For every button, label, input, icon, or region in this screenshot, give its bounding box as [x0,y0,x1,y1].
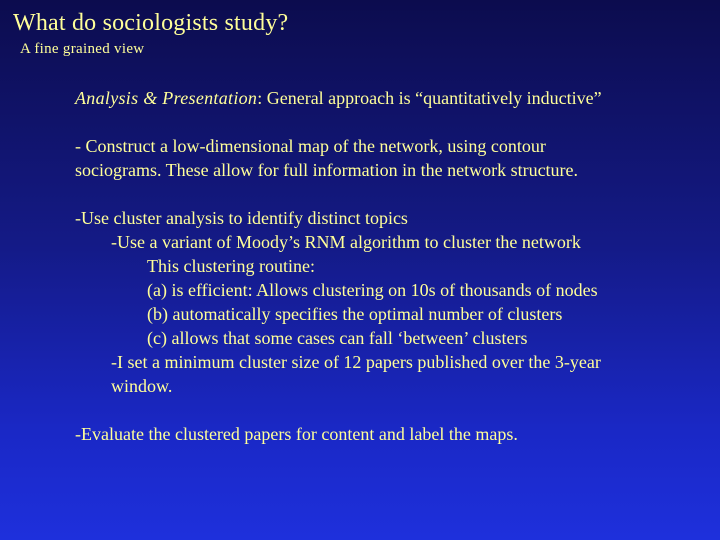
slide-title: What do sociologists study? [13,10,289,36]
min-size-bullet-line-1: -I set a minimum cluster size of 12 papers published over the 3-year [111,352,601,372]
map-bullet-line-2: sociograms. These allow for full information in the network structure. [75,160,579,180]
map-bullet-line-1: - Construct a low-dimensional map of the network, using contour [75,136,546,156]
rnm-bullet: -Use a variant of Moody’s RNM algorithm to cluster the network [111,232,581,252]
analysis-term: Analysis & Presentation [75,88,258,108]
evaluate-bullet: -Evaluate the clustered papers for content and label the maps. [75,424,518,444]
routine-label: This clustering routine: [147,256,315,276]
routine-item-a: (a) is efficient: Allows clustering on 10s of thousands of nodes [147,280,598,300]
slide-subtitle: A fine grained view [20,41,145,57]
routine-item-c: (c) allows that some cases can fall ‘between’ clusters [147,328,528,348]
analysis-line [75,86,602,110]
min-size-bullet-line-2: window. [111,376,173,396]
cluster-heading: -Use cluster analysis to identify distinct topics [75,208,408,228]
analysis-description: : General approach is “quantitatively inductive” [257,88,602,108]
routine-item-b: (b) automatically specifies the optimal number of clusters [147,304,563,324]
